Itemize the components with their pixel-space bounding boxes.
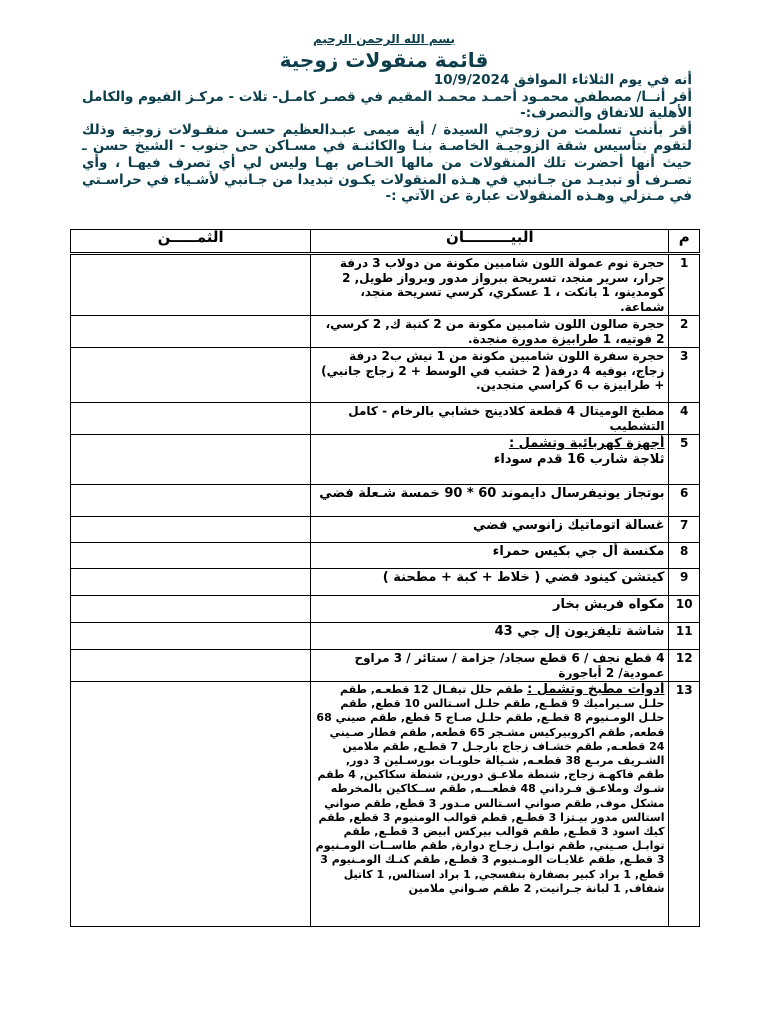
row-price [71, 316, 311, 348]
table-row [71, 623, 700, 650]
table-row [71, 543, 700, 569]
row-price [71, 435, 311, 485]
row-number: 3 [669, 348, 700, 403]
row-description: كيتشن كينود فضي ( خلاط + كبة + مطحنة ) [311, 569, 669, 596]
row-number: 4 [669, 403, 700, 435]
row-description [311, 435, 669, 485]
row-price [71, 543, 311, 569]
row-number: 8 [669, 543, 700, 569]
row-price [71, 403, 311, 435]
row-description: 4 قطع نجف / 6 قطع سجاد/ جزامة / ستائر / 3 مراوح عمودية/ 2 أباجورة [311, 650, 669, 682]
row-description-text: طقم حلل تيفـال 12 قطعـه, طقم حلـل سـيراميك 9 قطـع, طقم حلـل اسـتالس 10 قطع, طقم حلـل الومـنيوم 8 قطـع, طقم حلـل صـاج 5 قطع, طقم صيني 68 قطعه, طقم اكروبيركيس مشـجر 65 قطعه, طقم فطار صـيني 24 قطعـه, طقم خشـاف زجاج بارجـل 7 قطـع, طقم ملامين الشـريف مربـع 38 قطعـه, شـيالة حلويـات بورسـلين 3 دور, طقم فاكهـة زجاج, شنطة ملاعـق دورين, شنطة سكاكين, 4 طقم شـوك وملاعـق فـرداني 48 قطعـــه, طقم ســكاكين بالمخرطه مشكل موف, طقم صواني اسـتالس مـدور 3 قطع, طقم صواني استالس مدور بيـتزا 3 قطـع, قطم قوالب الومنيوم 3 قطع, طقم كيك اسود 3 قطـع, طقم قوالب بيركس ابيض 3 قطـع, طقم توابـل صـيني, طقم توابـل زجـاج دوارة, طقم طاســات الومـنيوم 3 قطـع, طقم غلايـات الومـنيوم 3 قطـع, طقم كنـك الومـنيوم 3 قطع, 1 براد كبير بصفارة بنفسجي, 1 براد استالس, 1 كاتيل شفاف, 1 لبانة جـرانيت, 2 طقم صـواني ملامين [315, 683, 665, 895]
row-description: غسالة اتوماتيك زانوسي فضي [311, 517, 669, 543]
row-description-text: ثلاجة شارب 16 قدم سوداء [493, 452, 665, 467]
table-row [71, 517, 700, 543]
table-row [71, 682, 700, 927]
table-row [71, 348, 700, 403]
row-number: 9 [669, 569, 700, 596]
section-title: أدوات مطبخ وتشمل : [527, 682, 665, 697]
row-number: 10 [669, 596, 700, 623]
items-table [70, 229, 700, 927]
table-row [71, 569, 700, 596]
row-number: 1 [669, 254, 700, 316]
row-description: مكواه فريش بخار [311, 596, 669, 623]
row-price [71, 596, 311, 623]
row-description [311, 682, 669, 927]
row-description: حجرة نوم عمولة اللون شامبين مكونة من دولاب 3 درفة جرار، سرير منجد، تسريحة ببرواز مدور وبرواز طويل, 2 كومدينو، 1 بانكت ، 1 عسكري، كرسي تسريحة منجد، شماعة. [311, 254, 669, 316]
row-number: 5 [669, 435, 700, 485]
row-description: مكنسة أل جي بكيس حمراء [311, 543, 669, 569]
row-price [71, 569, 311, 596]
row-price [71, 623, 311, 650]
header-num: م [669, 230, 700, 254]
table-row [71, 403, 700, 435]
row-number: 12 [669, 650, 700, 682]
row-number: 13 [669, 682, 700, 927]
table-row [71, 435, 700, 485]
table-row [71, 316, 700, 348]
row-price [71, 682, 311, 927]
header-description: البيـــــــــان [311, 230, 669, 254]
row-number: 11 [669, 623, 700, 650]
table-row [71, 650, 700, 682]
row-description: مطبخ الوميتال 4 قطعة كلادينج خشابي بالرخام - كامل التشطيب [311, 403, 669, 435]
row-number: 7 [669, 517, 700, 543]
row-description: حجرة سفرة اللون شامبين مكونة من 1 نيش ب2 درفة زجاج، بوفيه 4 درفة( 2 خشب في الوسط + 2 زجاج جانبي) + طرابيزة ب 6 كراسي منجدين. [311, 348, 669, 403]
row-number: 2 [669, 316, 700, 348]
section-title: أجهزة كهربائية وتشمل : [508, 436, 665, 451]
header-price: الثمـــــن [71, 230, 311, 254]
intro-date-line: أنه في يوم الثلاثاء الموافق 10/9/2024 [433, 72, 692, 88]
row-price [71, 650, 311, 682]
row-price [71, 348, 311, 403]
row-price [71, 517, 311, 543]
row-number: 6 [669, 485, 700, 517]
table-row [71, 254, 700, 316]
row-price [71, 254, 311, 316]
intro-receipt-paragraph: أقر بأننى تسلمت من زوجتي السيدة / أية ميمى عبـدالعظيم حسـن منقـولات زوجية وذلك لتقوم بتأسيس شقة الزوجيـة الخاصـة بنـا والكائنـة في مسـاكن حى جنوب - الشيخ حسن ـ حيث أنها أحضرت تلك المنقولات من مالها الخـاص بهـا وليس لي أي تصرف فيهـا ، وأي تصـرف أو تبديـد من جـانبي في هـذه المنقولات يكـون تبديدا من جـانبي لأشـياء في حراسـتي في مـنزلي وهـذه المنقولات عبارة عن الآتي :- [82, 121, 692, 205]
row-description: شاشة تليفزيون إل جي 43 [311, 623, 669, 650]
row-description: بوتجاز يونيفرسال دايموند 60 * 90 خمسة شـعلة فضي [311, 485, 669, 517]
document-title: قائمة منقولات زوجية [279, 48, 489, 72]
table-header-row [71, 230, 700, 254]
intro-declarant-paragraph: أقر أنــا/ مصطفي محمـود أحمـد محمـد المقيم في قصـر كامـل- تلات - مركـز الفيوم والكامل الأهلية للاتفاق والتصرف:- [82, 88, 692, 122]
row-price [71, 485, 311, 517]
intro-section [82, 72, 692, 205]
row-description: حجرة صالون اللون شامبين مكونة من 2 كنبة ك, 2 كرسي، 2 فوتيه، 1 طرابيزة مدورة منجدة. [311, 316, 669, 348]
table-row [71, 485, 700, 517]
basmala: بسم الله الرحمن الرحيم [312, 32, 456, 46]
table-row [71, 596, 700, 623]
